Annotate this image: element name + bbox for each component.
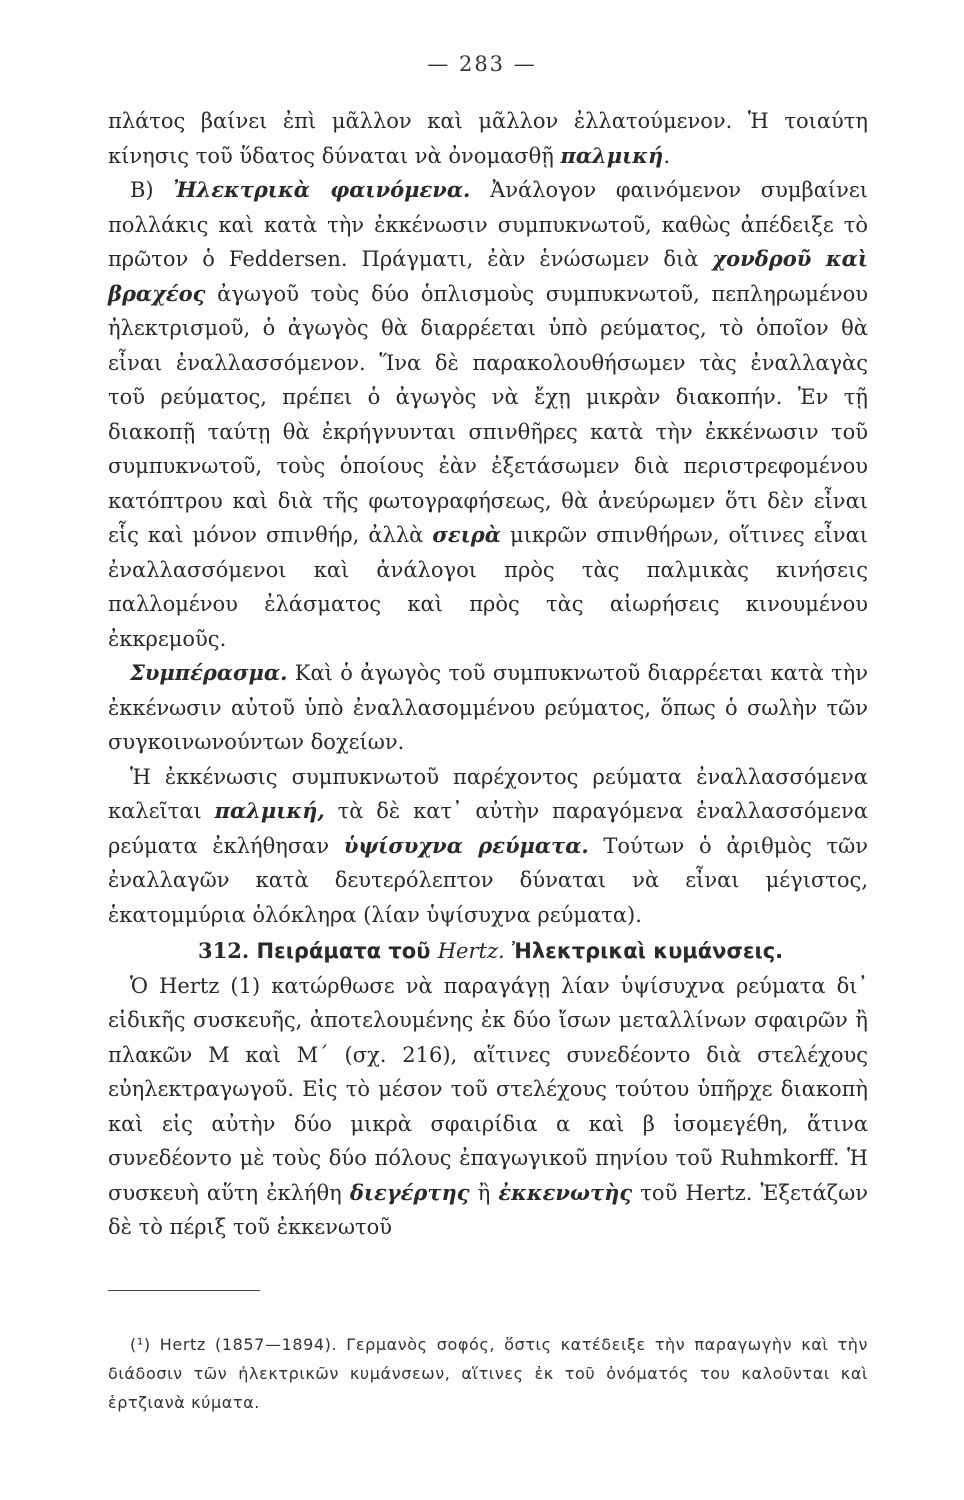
text-run: Ἀνάλογον φαινόμενον συμβαίνει πολλάκις καὶ κατὰ τὴν ἐκκένωσιν συμπυκνωτοῦ, καθὼς ἀπέδειξε τὸ πρῶτον ὁ Feddersen. Πράγματι, ἐὰν ἑνώσωμεν διὰ — [108, 178, 868, 271]
text-run: τοῦ Hertz. Ἐξετάζων δὲ τὸ πέριξ τοῦ ἐκκενωτοῦ — [108, 1180, 868, 1239]
term-palmiki-2: παλμική, — [214, 798, 325, 823]
text-run: πλάτος βαίνει ἐπὶ μᾶλλον καὶ μᾶλλον ἐλλατούμενον. Ἡ τοιαύτη κίνησις τοῦ ὕδατος δύναται νὰ ὀνομασθῇ — [108, 109, 868, 168]
section-number: 312. — [198, 938, 250, 963]
text-run: . — [663, 143, 670, 168]
term-exciter: διεγέρτης — [349, 1179, 470, 1205]
text-run: Β) — [130, 178, 174, 202]
section-heading-312 — [108, 934, 868, 969]
text-run: Ἡ ἐκκένωσις συμπυκνωτοῦ παρέχοντος ρεύματα ἐναλλασσόμενα καλεῖται — [108, 764, 868, 823]
term-palmiki: παλμική — [560, 142, 664, 168]
page-number: — 283 — — [427, 52, 537, 76]
section-title-hertz: Hertz. — [437, 939, 505, 963]
term-high-frequency: ὑψίσυχνα ρεύματα. — [343, 832, 589, 858]
text-run: Τούτων ὁ ἀριθμὸς τῶν ἐναλλαγῶν κατὰ δευτερόλεπτον δύναται νὰ εἶναι μέγιστος, ἑκατομμύρια ὁλόκληρα (λίαν ὑψίσυχνα ρεύματα). — [108, 833, 868, 927]
footnote-body: Hertz (1857—1894). Γερμανὸς σοφός, ὅστις κατέδειξε τὴν παραγωγὴν καὶ τὴν διάδοσιν τῶν ἠλεκτρικῶν κυμάνσεων, αἵτινες ἐκ τοῦ ὀνόματός του καλοῦνται καὶ ἑρτζιανὰ κύματα. — [108, 1335, 868, 1412]
paragraph-oscillatory-discharge — [108, 760, 868, 933]
footnote-ref: 1 — [238, 973, 253, 998]
text-run: Ὁ Hertz ( — [130, 973, 239, 998]
term-discharger: ἐκκενωτὴς — [498, 1179, 633, 1205]
text-run: ) κατώρθωσε νὰ παραγάγῃ λίαν ὑψίσυχνα ρεύματα δι᾽ εἰδικῆς συσκευῆς, ἀποτελουμένης ἐκ δύο ἴσων μεταλλίνων σφαιρῶν ἢ πλακῶν Μ καὶ Μ΄ (σχ. 216), αἵτινες συνεδέοντο διὰ στελέχους εὐηλεκτραγωγοῦ. Εἰς τὸ μέσον τοῦ στελέχους τούτου ὑπῆρχε διακοπὴ καὶ εἰς αὐτὴν δύο μικρὰ σφαιρίδια α καὶ β ἰσομεγέθη, ἅτινα συνεδέοντο μὲ τοὺς δύο πόλους ἐπαγωγικοῦ πηνίου τοῦ Ruhmkorff. Ἡ συσκευὴ αὕτη ἐκλήθη — [108, 973, 868, 1205]
paragraph-electric-phenomena — [108, 173, 868, 656]
term-series: σειρὰ — [432, 522, 501, 547]
section-title-part: Ἠλεκτρικαὶ κυμάνσεις. — [504, 939, 784, 963]
paragraph-water-oscillation — [108, 104, 868, 173]
subheading-electric-phenomena: Ἠλεκτρικὰ φαινόμενα. — [173, 177, 471, 202]
text-run: ἀγωγοῦ τοὺς δύο ὁπλισμοὺς συμπυκνωτοῦ, πεπληρωμένου ἠλεκτρισμοῦ, ὁ ἀγωγὸς θὰ διαρρέεται ὑπὸ ρεύματος, τὸ ὁποῖον θὰ εἶναι ἐναλλασσόμενον. Ἵνα δὲ παρακολουθήσωμεν τὰς ἐναλλαγὰς τοῦ ρεύματος, πρέπει ὁ ἀγωγὸς νὰ ἔχῃ μικρὰν διακοπήν. Ἐν τῇ διακοπῇ ταύτῃ θὰ ἐκρήγνυνται σπινθῆρες κατὰ τὴν ἐκκένωσιν τοῦ συμπυκνωτοῦ, τοὺς ὁποίους ἐὰν ἐξετάσωμεν διὰ περιστρεφομένου κατόπτρου καὶ διὰ τῆς φωτογραφήσεως, θὰ ἀνεύρωμεν ὅτι δὲν εἶναι εἷς καὶ μόνον σπινθήρ, ἀλλὰ — [108, 281, 868, 547]
footnote-divider — [108, 1290, 260, 1291]
paragraph-hertz-experiment — [108, 969, 868, 1245]
text-run: μικρῶν σπινθήρων, οἵτινες εἶναι ἐναλλασσόμενοι καὶ ἀνάλογοι πρὸς τὰς παλμικὰς κινήσεις παλλομένου ἐλάσματος καὶ πρὸς τὰς αἰωρήσεις κινουμένου ἐκκρεμοῦς. — [108, 523, 868, 651]
footnote — [108, 1330, 868, 1417]
text-run: τὰ δὲ κατ᾽ αὐτὴν παραγόμενα ἐναλλασσόμενα ρεύματα ἐκλήθησαν — [108, 799, 868, 858]
term-thick-short: χονδροῦ καὶ βραχέος — [108, 246, 868, 306]
section-title-part: Πειράματα τοῦ — [249, 939, 438, 963]
main-text — [108, 104, 868, 1245]
paragraph-conclusion — [108, 656, 868, 760]
text-run: Καὶ ὁ ἀγωγὸς τοῦ συμπυκνωτοῦ διαρρέεται κατὰ τὴν ἐκκένωσιν αὐτοῦ ὑπὸ ἐναλλασομμένου ρεύματος, ὅπως ὁ σωλὴν τῶν συγκοινωνούντων δοχείων. — [108, 661, 868, 754]
footnote-text — [108, 1330, 868, 1417]
footnote-mark: (¹) — [130, 1335, 151, 1354]
subheading-conclusion: Συμπέρασμα. — [130, 660, 288, 685]
text-run: ἢ — [469, 1180, 499, 1205]
